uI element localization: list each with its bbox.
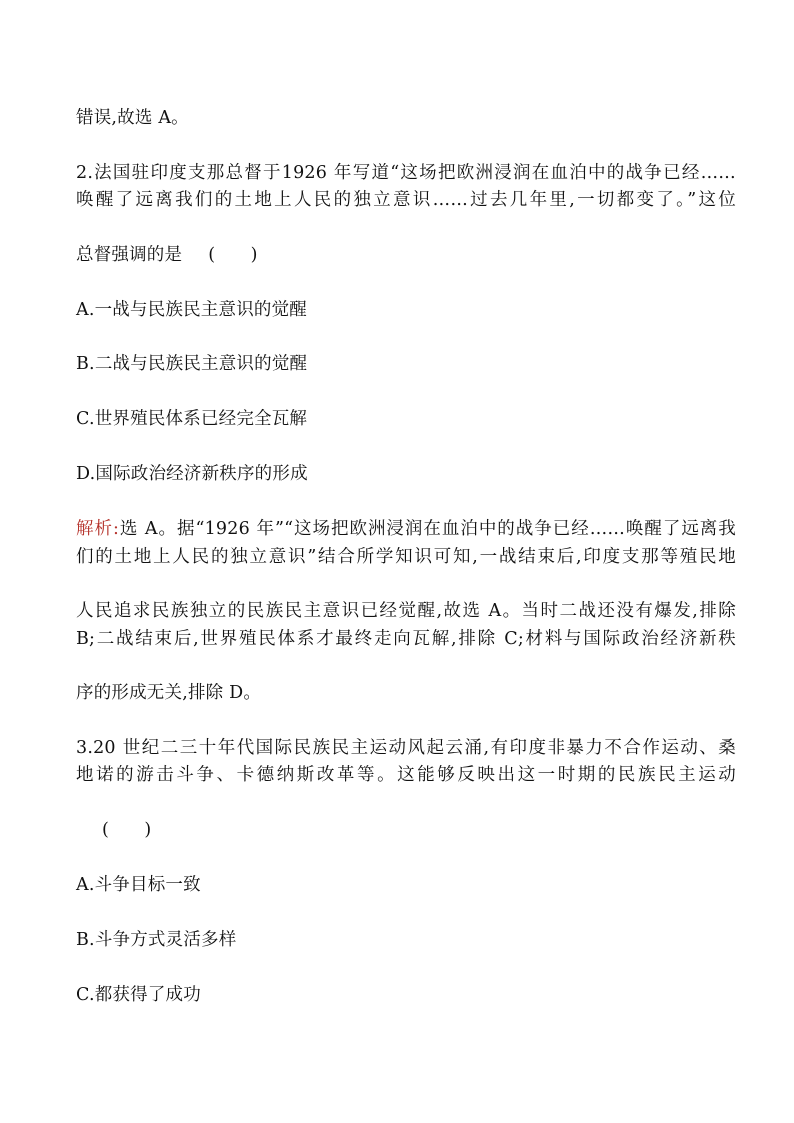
q2-analysis-line-1 <box>76 517 736 541</box>
q3-option-a: A.斗争目标一致 <box>76 875 201 895</box>
q3-option-b: B.斗争方式灵活多样 <box>76 930 237 950</box>
q2-option-a: A.一战与民族民主意识的觉醒 <box>76 300 307 320</box>
q2-analysis-line-5: 序的形成无关,排除 D。 <box>76 683 262 703</box>
q2-answer-parentheses: ( ) <box>208 245 258 265</box>
q2-option-d: D.国际政治经济新秩序的形成 <box>76 464 308 484</box>
q2-analysis-line-1-text: 选 A。据“1926 年”“这场把欧洲浸润在血泊中的战争已经……唤醒了远离我 <box>119 519 736 539</box>
q3-stem-line-1: 3.20 世纪二三十年代国际民族民主运动风起云涌,有印度非暴力不合作运动、桑 <box>76 738 736 758</box>
q2-option-b: B.二战与民族民主意识的觉醒 <box>76 354 308 374</box>
q3-answer-parentheses: ( ) <box>102 820 152 840</box>
analysis-label: 解析: <box>76 519 120 539</box>
q2-analysis-line-2: 们的土地上人民的独立意识”结合所学知识可知,一战结束后,印度支那等殖民地 <box>76 547 736 567</box>
q2-stem-line-2: 唤醒了远离我们的土地上人民的独立意识……过去几年里,一切都变了。”这位 <box>76 190 736 210</box>
q2-analysis-line-4: B;二战结束后,世界殖民体系才最终走向瓦解,排除 C;材料与国际政治经济新秩 <box>76 629 736 649</box>
q2-option-c: C.世界殖民体系已经完全瓦解 <box>76 409 308 429</box>
previous-answer-line: 错误,故选 A。 <box>76 108 189 128</box>
q3-stem-line-2: 地诺的游击斗争、卡德纳斯改革等。这能够反映出这一时期的民族民主运动 <box>76 765 736 785</box>
q2-stem-line-3-text: 总督强调的是 <box>76 245 183 265</box>
q2-stem-line-3 <box>76 243 736 267</box>
q2-stem-line-1: 2.法国驻印度支那总督于1926 年写道“这场把欧洲浸润在血泊中的战争已经…… <box>76 163 736 183</box>
q2-analysis-line-3: 人民追求民族独立的民族民主意识已经觉醒,故选 A。当时二战还没有爆发,排除 <box>76 601 736 621</box>
q3-option-c: C.都获得了成功 <box>76 985 201 1005</box>
